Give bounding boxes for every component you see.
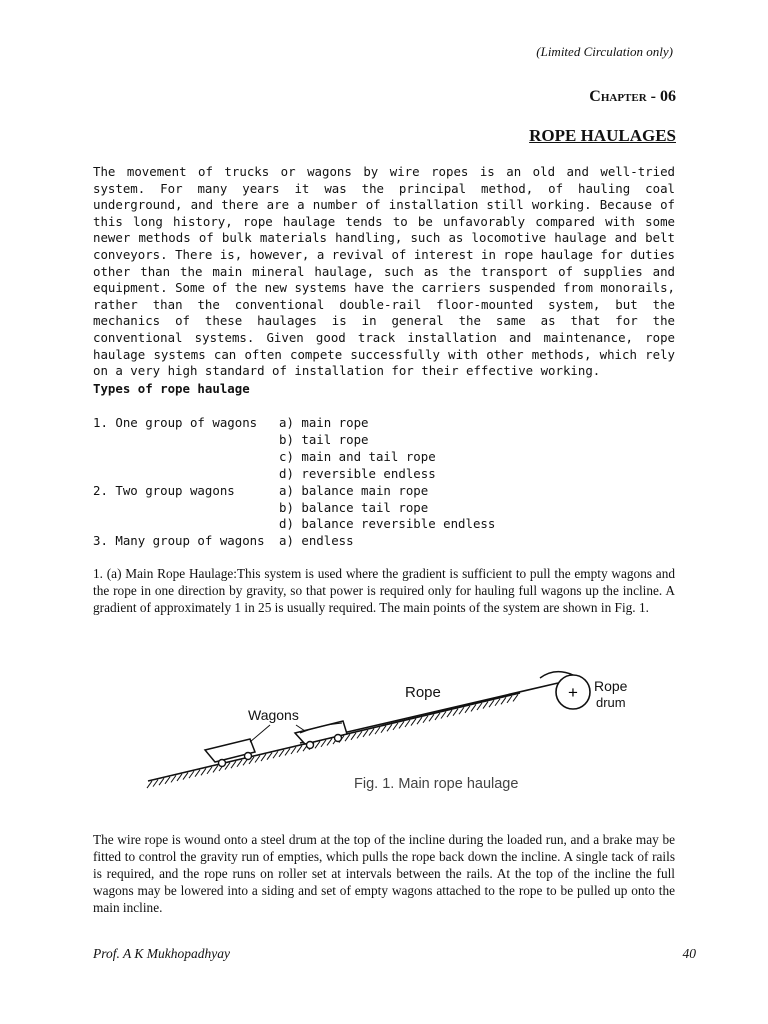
types-heading: Types of rope haulage bbox=[93, 381, 250, 396]
types-item: c) main and tail rope bbox=[279, 449, 436, 464]
types-row bbox=[93, 483, 428, 500]
types-row bbox=[93, 466, 436, 483]
types-row bbox=[93, 415, 369, 432]
types-row bbox=[93, 449, 436, 466]
wagons-leader-2 bbox=[296, 725, 305, 731]
types-item: d) reversible endless bbox=[279, 466, 436, 481]
drum-center-symbol: + bbox=[568, 683, 578, 702]
circulation-note: (Limited Circulation only) bbox=[536, 44, 673, 59]
types-item: d) balance reversible endless bbox=[279, 516, 496, 531]
page-title: ROPE HAULAGES bbox=[529, 126, 676, 145]
types-row bbox=[93, 432, 369, 449]
types-group: 3. Many group of wagons bbox=[93, 533, 265, 548]
wagons-label: Wagons bbox=[248, 707, 299, 723]
main-rope-paragraph: 1. (a) Main Rope Haulage:This system is used where the gradient is sufficient to pull the empty wagons and the rope in one direction by gravity, so that power is required only for hauling full wagons up the incline. A gradient of approximately 1 in 25 is usually required. The main points of the system are shown in Fig. 1. bbox=[93, 566, 675, 615]
drum-label-line1: Rope bbox=[594, 678, 628, 694]
footer-author: Prof. A K Mukhopadhyay bbox=[93, 946, 230, 961]
types-item: a) endless bbox=[279, 533, 354, 548]
drum-description-paragraph: The wire rope is wound onto a steel drum at the top of the incline during the loaded run, and a brake may be fitted to control the gravity run of empties, which pulls the rope back down the incline. A single tack of rails is required, and the rope runs on roller set at intervals between the rails. At the top of the incline the full wagons may be lowered into a siding and set of empty wagons attached to the rope to be pulled up onto the main incline. bbox=[93, 832, 675, 915]
ground-hatching bbox=[147, 694, 518, 788]
types-item: a) main rope bbox=[279, 415, 369, 430]
figure-caption: Fig. 1. Main rope haulage bbox=[354, 776, 519, 792]
types-row bbox=[93, 533, 354, 550]
page-number: 40 bbox=[682, 946, 696, 961]
types-item: a) balance main rope bbox=[279, 483, 429, 498]
chapter-label: Chapter - bbox=[589, 88, 660, 105]
wagons-leader-1 bbox=[250, 725, 270, 742]
rope-label: Rope bbox=[405, 684, 441, 701]
types-item: b) tail rope bbox=[279, 432, 369, 447]
types-row bbox=[93, 516, 495, 533]
main-rope-haulage-figure bbox=[100, 645, 660, 810]
types-group: 1. One group of wagons bbox=[93, 415, 258, 430]
chapter-number: 06 bbox=[660, 88, 676, 105]
rope-wrap bbox=[540, 672, 573, 678]
drum-label-line2: drum bbox=[596, 695, 626, 710]
chapter-heading bbox=[589, 88, 676, 106]
types-group: 2. Two group wagons bbox=[93, 483, 235, 498]
types-item: b) balance tail rope bbox=[279, 500, 429, 515]
types-row bbox=[93, 500, 428, 517]
intro-paragraph: The movement of trucks or wagons by wire ropes is an old and well-tried system. For many years it was the principal method, of hauling coal underground, and there are a number of installation still working. Because of this long history, rope haulage tends to be unfavorably compared with some newer methods of bulk materials handling, such as locomotive haulage and belt conveyors. There is, however, a revival of interest in rope haulage for duties other than the main mineral haulage, such as the transport of supplies and equipment. Some of the new systems have the carriers suspended from monorails, rather than the conventional double-rail floor-mounted system, but the mechanics of these haulages is in general the same as that for the conventional systems. Given good track installation and maintenance, rope haulage systems can often compete successfully with other methods, which rely on a very high standard of installation for their effective working. bbox=[93, 164, 675, 379]
